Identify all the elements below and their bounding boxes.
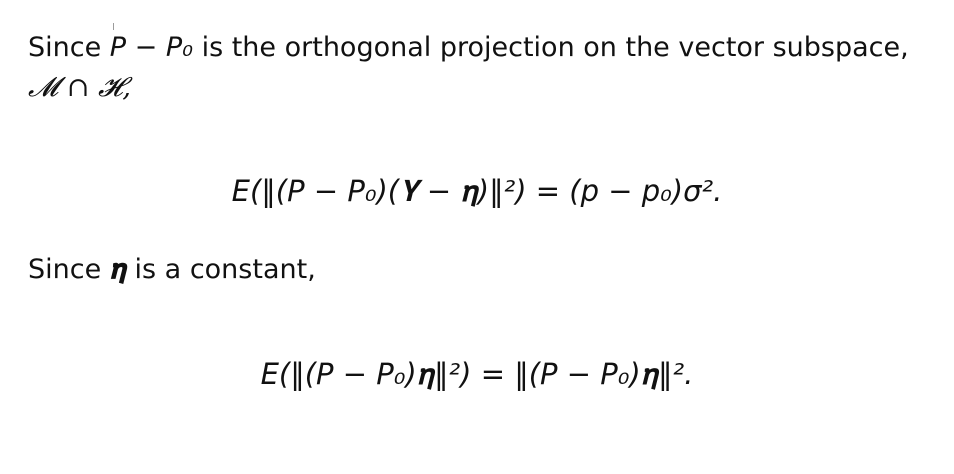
eta-symbol: 𝛈 xyxy=(109,254,126,285)
sentence-constant xyxy=(28,254,316,286)
sentence-constant-suffix: is a constant, xyxy=(125,254,316,285)
sentence-projection xyxy=(28,32,909,63)
constant-expected-value-equation: E(‖(P − P₀)𝛈‖²) = ‖(P − P₀)𝛈‖². xyxy=(260,357,694,391)
cursor-marker: I xyxy=(112,22,115,33)
projection-difference-math: P − P₀ xyxy=(109,32,193,63)
subspace-intersection-math: 𝓜 ∩ 𝓗, xyxy=(28,72,131,103)
sentence-projection-suffix: is the orthogonal projection on the vector subspace, xyxy=(192,32,909,63)
subspace-intersection xyxy=(28,72,131,104)
sentence-projection-prefix: Since xyxy=(28,32,110,63)
sentence-constant-prefix: Since xyxy=(28,254,110,285)
expected-value-equation: E(‖(P − P₀)(𝐘 − 𝛈)‖²) = (p − p₀)σ². xyxy=(231,174,723,208)
